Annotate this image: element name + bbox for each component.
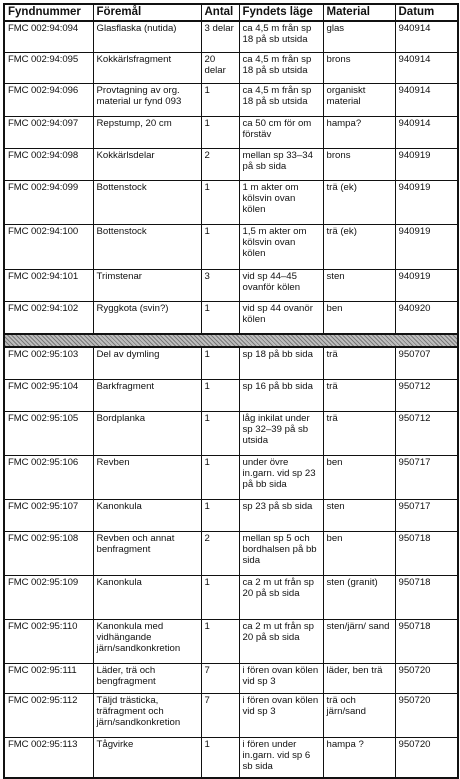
table-row (4, 181, 458, 225)
table-row (4, 738, 458, 779)
cell-foremal: Bordplanka (93, 412, 201, 456)
cell-antal: 1 (201, 181, 239, 225)
cell-antal: 7 (201, 694, 239, 738)
cell-datum: 950718 (395, 532, 458, 576)
cell-material: ben (323, 456, 395, 500)
cell-datum: 940919 (395, 181, 458, 225)
cell-fyndnummer: FMC 002:94:099 (4, 181, 93, 225)
cell-datum: 950718 (395, 576, 458, 620)
table-row (4, 380, 458, 412)
table-row (4, 664, 458, 694)
cell-material: trä (323, 412, 395, 456)
cell-antal: 1 (201, 347, 239, 380)
cell-antal: 1 (201, 620, 239, 664)
cell-fyndets-lage: mellan sp 33–34 på sb sida (239, 149, 323, 181)
table-row (4, 149, 458, 181)
cell-material: sten (323, 270, 395, 302)
cell-material: sten/järn/ sand (323, 620, 395, 664)
cell-material: sten (323, 500, 395, 532)
cell-fyndnummer: FMC 002:94:100 (4, 225, 93, 270)
cell-datum: 950720 (395, 738, 458, 779)
table-row (4, 21, 458, 53)
cell-fyndets-lage: sp 16 på bb sida (239, 380, 323, 412)
cell-antal: 1 (201, 412, 239, 456)
cell-datum: 940914 (395, 84, 458, 117)
header-fyndets-lage: Fyndets läge (239, 4, 323, 21)
cell-material: trä (323, 380, 395, 412)
header-datum: Datum (395, 4, 458, 21)
cell-fyndets-lage: i fören under in.garn. vid sp 6 sb sida (239, 738, 323, 779)
header-row (4, 4, 458, 21)
cell-fyndets-lage: sp 18 på bb sida (239, 347, 323, 380)
cell-fyndets-lage: låg inkilat under sp 32–39 på sb utsida (239, 412, 323, 456)
cell-datum: 950720 (395, 694, 458, 738)
cell-datum: 950720 (395, 664, 458, 694)
hatched-separator-band (4, 334, 458, 347)
table-row (4, 270, 458, 302)
cell-material: trä och järn/sand (323, 694, 395, 738)
cell-foremal: Kanonkula med vidhängande järn/sandkonkretion (93, 620, 201, 664)
cell-datum: 940919 (395, 270, 458, 302)
table-row (4, 347, 458, 380)
cell-antal: 1 (201, 500, 239, 532)
cell-fyndets-lage: ca 2 m ut från sp 20 på sb sida (239, 576, 323, 620)
cell-fyndnummer: FMC 002:95:108 (4, 532, 93, 576)
cell-fyndnummer: FMC 002:94:095 (4, 53, 93, 84)
cell-foremal: Repstump, 20 cm (93, 117, 201, 149)
cell-fyndets-lage: sp 23 på sb sida (239, 500, 323, 532)
cell-fyndnummer: FMC 002:95:113 (4, 738, 93, 779)
cell-foremal: Kokkärlsdelar (93, 149, 201, 181)
cell-antal: 1 (201, 576, 239, 620)
cell-material: sten (granit) (323, 576, 395, 620)
table-row (4, 532, 458, 576)
cell-material: brons (323, 149, 395, 181)
cell-material: hampa ? (323, 738, 395, 779)
cell-foremal: Revben och annat benfragment (93, 532, 201, 576)
cell-fyndnummer: FMC 002:95:112 (4, 694, 93, 738)
cell-fyndnummer: FMC 002:95:107 (4, 500, 93, 532)
cell-antal: 1 (201, 738, 239, 779)
table-row (4, 456, 458, 500)
cell-foremal: Barkfragment (93, 380, 201, 412)
cell-fyndnummer: FMC 002:95:111 (4, 664, 93, 694)
cell-fyndnummer: FMC 002:94:094 (4, 21, 93, 53)
cell-antal: 1 (201, 456, 239, 500)
cell-material: trä (323, 347, 395, 380)
cell-antal: 1 (201, 84, 239, 117)
cell-fyndnummer: FMC 002:94:096 (4, 84, 93, 117)
cell-material: organiskt material (323, 84, 395, 117)
cell-antal: 2 (201, 149, 239, 181)
cell-foremal: Kanonkula (93, 576, 201, 620)
cell-foremal: Bottenstock (93, 181, 201, 225)
cell-fyndets-lage: mellan sp 5 och bordhalsen på bb sida (239, 532, 323, 576)
table-row (4, 576, 458, 620)
table-row (4, 53, 458, 84)
table-row (4, 225, 458, 270)
find-register-page (3, 3, 457, 779)
header-antal: Antal (201, 4, 239, 21)
cell-fyndnummer: FMC 002:94:101 (4, 270, 93, 302)
cell-antal: 3 delar (201, 21, 239, 53)
cell-datum: 950718 (395, 620, 458, 664)
cell-fyndets-lage: vid sp 44–45 ovanför kölen (239, 270, 323, 302)
cell-antal: 2 (201, 532, 239, 576)
cell-antal: 1 (201, 302, 239, 335)
cell-foremal: Trimstenar (93, 270, 201, 302)
cell-fyndets-lage: i fören ovan kölen vid sp 3 (239, 664, 323, 694)
table-row (4, 84, 458, 117)
header-foremal: Föremål (93, 4, 201, 21)
cell-fyndets-lage: 1,5 m akter om kölsvin ovan kölen (239, 225, 323, 270)
table-row (4, 117, 458, 149)
cell-material: ben (323, 532, 395, 576)
cell-material: trä (ek) (323, 225, 395, 270)
cell-datum: 940919 (395, 225, 458, 270)
table-row (4, 694, 458, 738)
cell-fyndets-lage: ca 4,5 m från sp 18 på sb utsida (239, 21, 323, 53)
cell-datum: 950707 (395, 347, 458, 380)
cell-fyndets-lage: under övre in.garn. vid sp 23 på bb sida (239, 456, 323, 500)
cell-foremal: Täljd trästicka, träfragment och järn/sandkonkretion (93, 694, 201, 738)
cell-antal: 1 (201, 225, 239, 270)
cell-foremal: Provtagning av org. material ur fynd 093 (93, 84, 201, 117)
cell-foremal: Kokkärlsfragment (93, 53, 201, 84)
cell-fyndets-lage: ca 4,5 m från sp 18 på sb utsida (239, 84, 323, 117)
cell-foremal: Revben (93, 456, 201, 500)
cell-fyndnummer: FMC 002:95:109 (4, 576, 93, 620)
cell-material: trä (ek) (323, 181, 395, 225)
find-register-table (3, 3, 459, 779)
cell-fyndets-lage: ca 50 cm för om förstäv (239, 117, 323, 149)
cell-datum: 940914 (395, 117, 458, 149)
cell-foremal: Kanonkula (93, 500, 201, 532)
cell-material: ben (323, 302, 395, 335)
table-row (4, 620, 458, 664)
cell-fyndnummer: FMC 002:95:105 (4, 412, 93, 456)
cell-datum: 940920 (395, 302, 458, 335)
cell-antal: 20 delar (201, 53, 239, 84)
cell-material: brons (323, 53, 395, 84)
cell-fyndets-lage: ca 2 m ut från sp 20 på sb sida (239, 620, 323, 664)
cell-foremal: Bottenstock (93, 225, 201, 270)
cell-datum: 950712 (395, 412, 458, 456)
cell-material: glas (323, 21, 395, 53)
cell-material: läder, ben trä (323, 664, 395, 694)
cell-fyndnummer: FMC 002:95:103 (4, 347, 93, 380)
cell-fyndnummer: FMC 002:95:104 (4, 380, 93, 412)
cell-datum: 950712 (395, 380, 458, 412)
cell-fyndnummer: FMC 002:94:097 (4, 117, 93, 149)
cell-fyndets-lage: ca 4,5 m från sp 18 på sb utsida (239, 53, 323, 84)
cell-foremal: Glasflaska (nutida) (93, 21, 201, 53)
cell-antal: 1 (201, 380, 239, 412)
section-separator (4, 334, 458, 347)
cell-datum: 940914 (395, 53, 458, 84)
header-fyndnummer: Fyndnummer (4, 4, 93, 21)
cell-fyndnummer: FMC 002:95:110 (4, 620, 93, 664)
cell-antal: 3 (201, 270, 239, 302)
cell-datum: 940919 (395, 149, 458, 181)
cell-fyndets-lage: i fören ovan kölen vid sp 3 (239, 694, 323, 738)
cell-antal: 1 (201, 117, 239, 149)
cell-fyndnummer: FMC 002:95:106 (4, 456, 93, 500)
table-row (4, 412, 458, 456)
cell-fyndnummer: FMC 002:94:102 (4, 302, 93, 335)
cell-fyndets-lage: 1 m akter om kölsvin ovan kölen (239, 181, 323, 225)
cell-fyndets-lage: vid sp 44 ovanör kölen (239, 302, 323, 335)
cell-fyndnummer: FMC 002:94:098 (4, 149, 93, 181)
cell-datum: 950717 (395, 500, 458, 532)
cell-datum: 950717 (395, 456, 458, 500)
cell-foremal: Ryggkota (svin?) (93, 302, 201, 335)
table-row (4, 500, 458, 532)
cell-material: hampa? (323, 117, 395, 149)
cell-foremal: Tågvirke (93, 738, 201, 779)
header-material: Material (323, 4, 395, 21)
cell-foremal: Läder, trä och bengfragment (93, 664, 201, 694)
table-row (4, 302, 458, 335)
cell-antal: 7 (201, 664, 239, 694)
cell-foremal: Del av dymling (93, 347, 201, 380)
cell-datum: 940914 (395, 21, 458, 53)
